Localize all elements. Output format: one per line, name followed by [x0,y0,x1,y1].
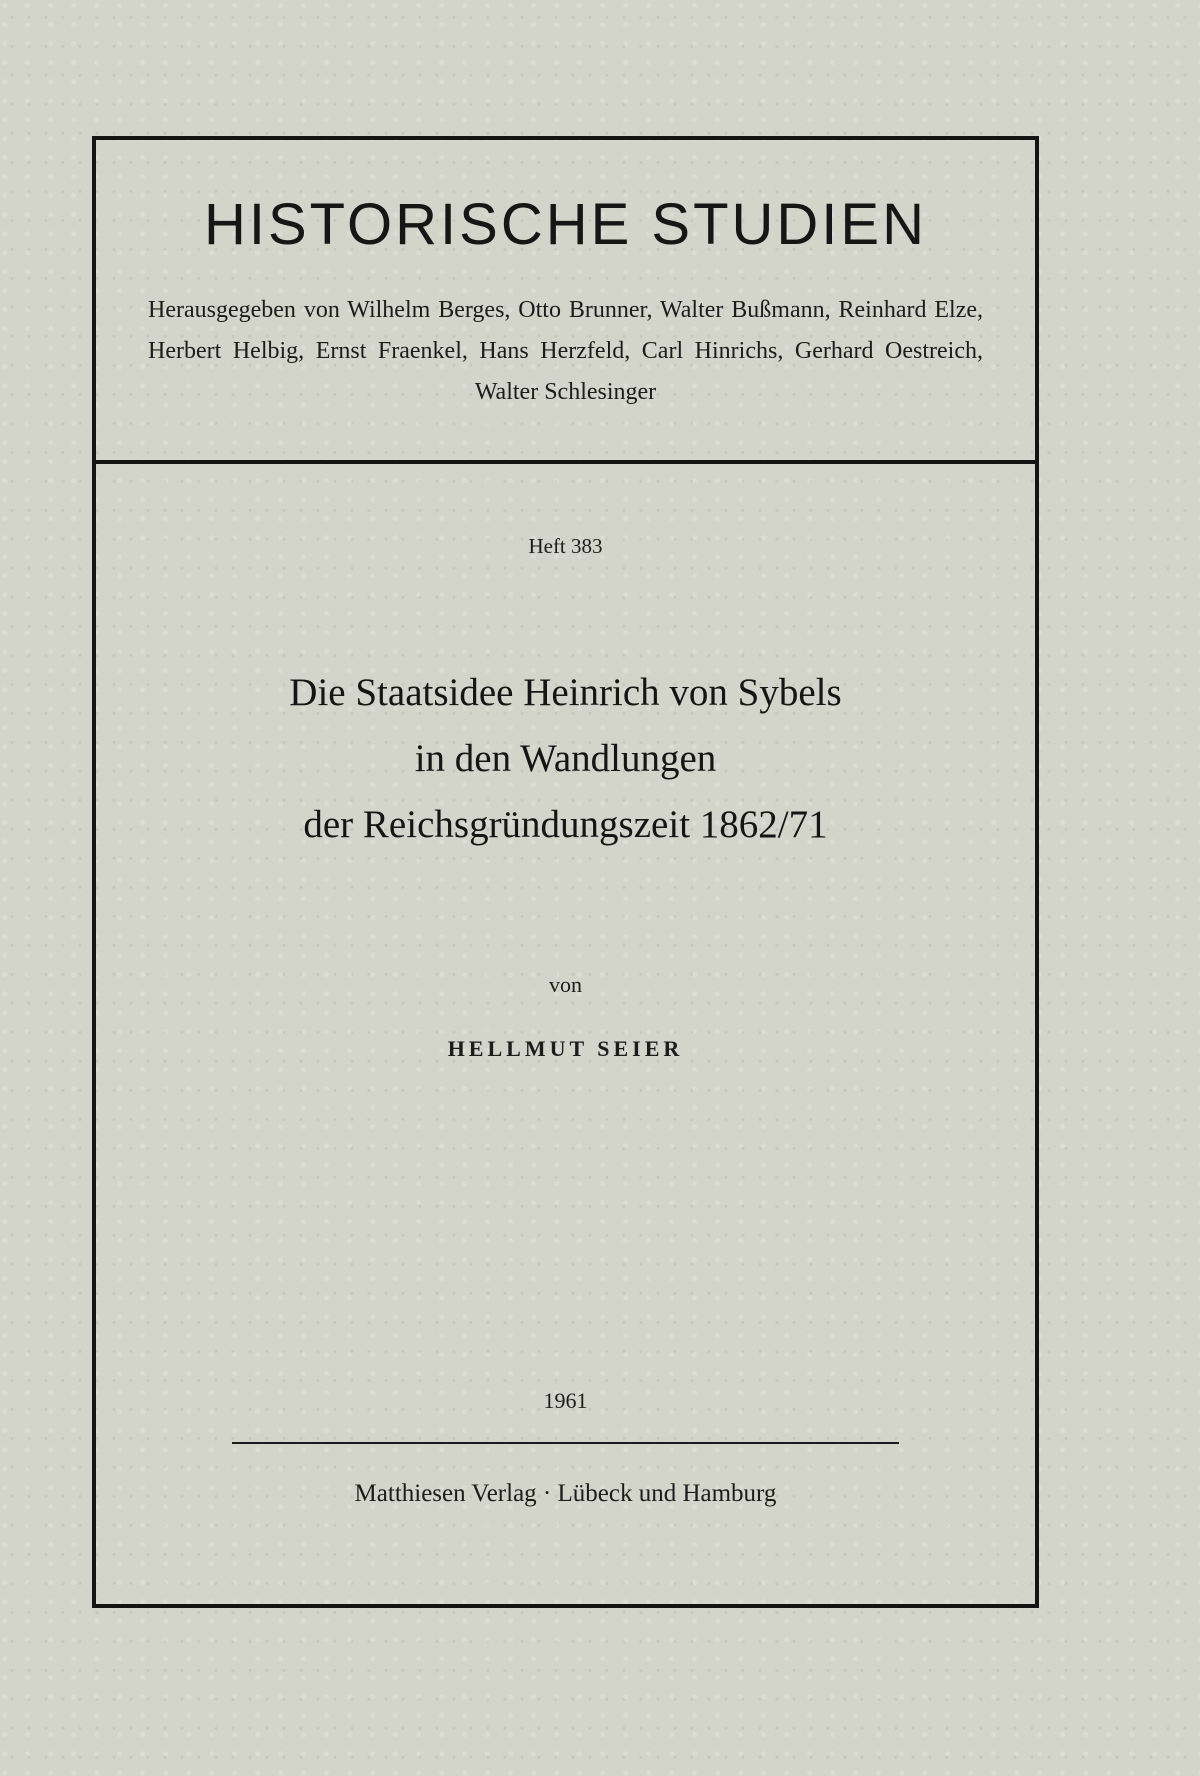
author-name: HELLMUT SEIER [447,1036,684,1061]
book-title-line: in den Wandlungen [414,737,717,780]
book-title-line: der Reichsgründungszeit 1862/71 [303,803,828,846]
series-editors: Herausgegeben von Wilhelm Berges, Otto Brunner, Walter Bußmann, Reinhard Elze, Herbert Helbig, Ernst Fraenkel, Hans Herzfeld, Carl Hinrichs, Gerhard Oestreich, Walter Schlesinger [148,297,983,405]
book-title-line: Die Staatsidee Heinrich von Sybels [289,671,842,714]
series-title: HISTORISCHE STUDIEN [203,192,927,257]
book-title [96,660,1035,858]
divider-rule [232,1442,899,1444]
cover-frame [92,136,1039,1608]
series-header-box [96,140,1035,464]
volume-number: Heft 383 [528,534,603,558]
publication-year: 1961 [543,1388,588,1413]
by-label: von [549,972,582,997]
publisher-line: Matthiesen Verlag · Lübeck und Hamburg [354,1480,777,1507]
